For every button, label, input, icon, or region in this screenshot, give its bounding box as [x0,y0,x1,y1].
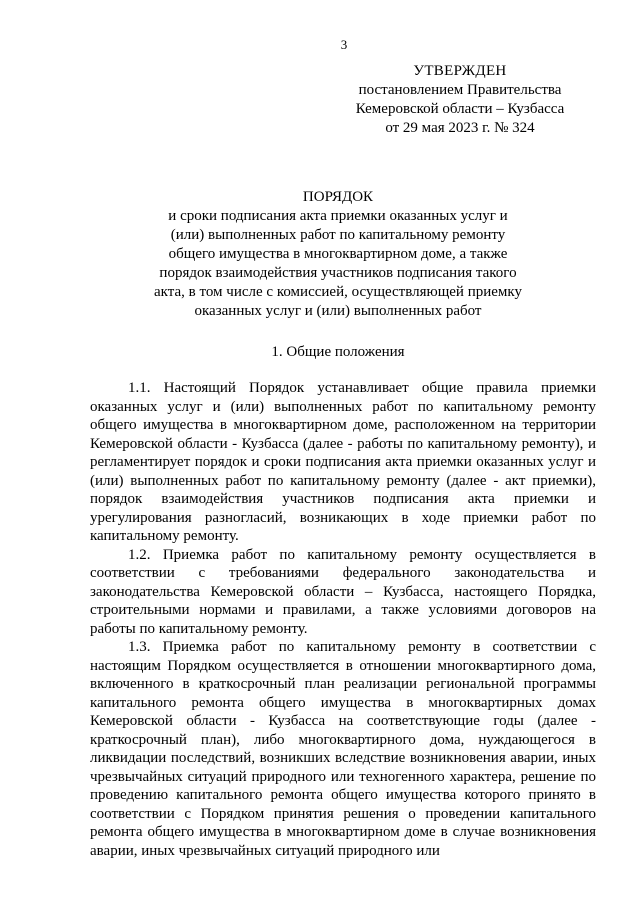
document-subtitle-line-2: (или) выполненных работ по капитальному ремонту [170,227,506,243]
approval-stamp-block [352,62,568,138]
approval-title: УТВЕРЖДЕН [413,63,507,79]
approval-line-3: от 29 мая 2023 г. № 324 [385,120,535,136]
section-heading: 1. Общие положения [271,344,405,360]
paragraph-1-2: 1.2. Приемка работ по капитальному ремонту осуществляется в соответствии с требованиями федерального законодательства и законодательства Кемеровской области – Кузбасса, настоящего Порядка, строительными нормами и правилами, а также условиями договоров на работы по капитальному ремонту. [90,546,596,637]
page-number: 3 [340,37,348,52]
paragraph-1-1: 1.1. Настоящий Порядок устанавливает общие правила приемки оказанных услуг и (или) выполненных работ по капитальному ремонту общего имущества в многоквартирном доме, расположенном на территории Кемеровской области - Кузбасса (далее - работы по капитальному ремонту), и регламентирует порядок и сроки подписания акта приемки оказанных услуг и (или) выполненных работ по капитальному ремонту (далее - акт приемки), порядок взаимодействия участников подписания акта приемки и урегулирования разногласий, возникающих в ходе приемки работ по капитальному ремонту. [90,380,596,544]
document-subtitle-line-1: и сроки подписания акта приемки оказанных услуг и [168,208,508,224]
approval-line-2: Кемеровской области – Кузбасса [355,101,565,117]
document-title-block [128,188,548,321]
document-body [90,379,596,860]
document-subtitle-line-4: порядок взаимодействия участников подписания такого [159,265,517,281]
paragraph-1-3: 1.3. Приемка работ по капитальному ремонту в соответствии с настоящим Порядком осуществляется в отношении многоквартирного дома, включенного в краткосрочный план реализации региональной программы капитального ремонта общего имущества в многоквартирных домах Кемеровской области - Кузбасса на соответствующие годы (далее - краткосрочный план), либо многоквартирного дома, нуждающегося в ликвидации последствий, возникших вследствие возникновения аварии, иных чрезвычайных ситуаций природного или техногенного характера, решение по проведению капитального ремонта общего имущества которого принято в соответствии с Порядком принятия решения о проведении капитального ремонта общего имущества в многоквартирном доме в случае возникновения аварии, иных чрезвычайных ситуаций природного или [90,639,596,859]
document-subtitle-line-6: оказанных услуг и (или) выполненных работ [194,303,482,319]
document-subtitle-line-5: акта, в том числе с комиссией, осуществляющей приемку [154,284,522,300]
approval-line-1: постановлением Правительства [358,82,562,98]
document-subtitle-line-3: общего имущества в многоквартирном доме, а также [168,246,508,262]
document-title: ПОРЯДОК [302,189,374,205]
